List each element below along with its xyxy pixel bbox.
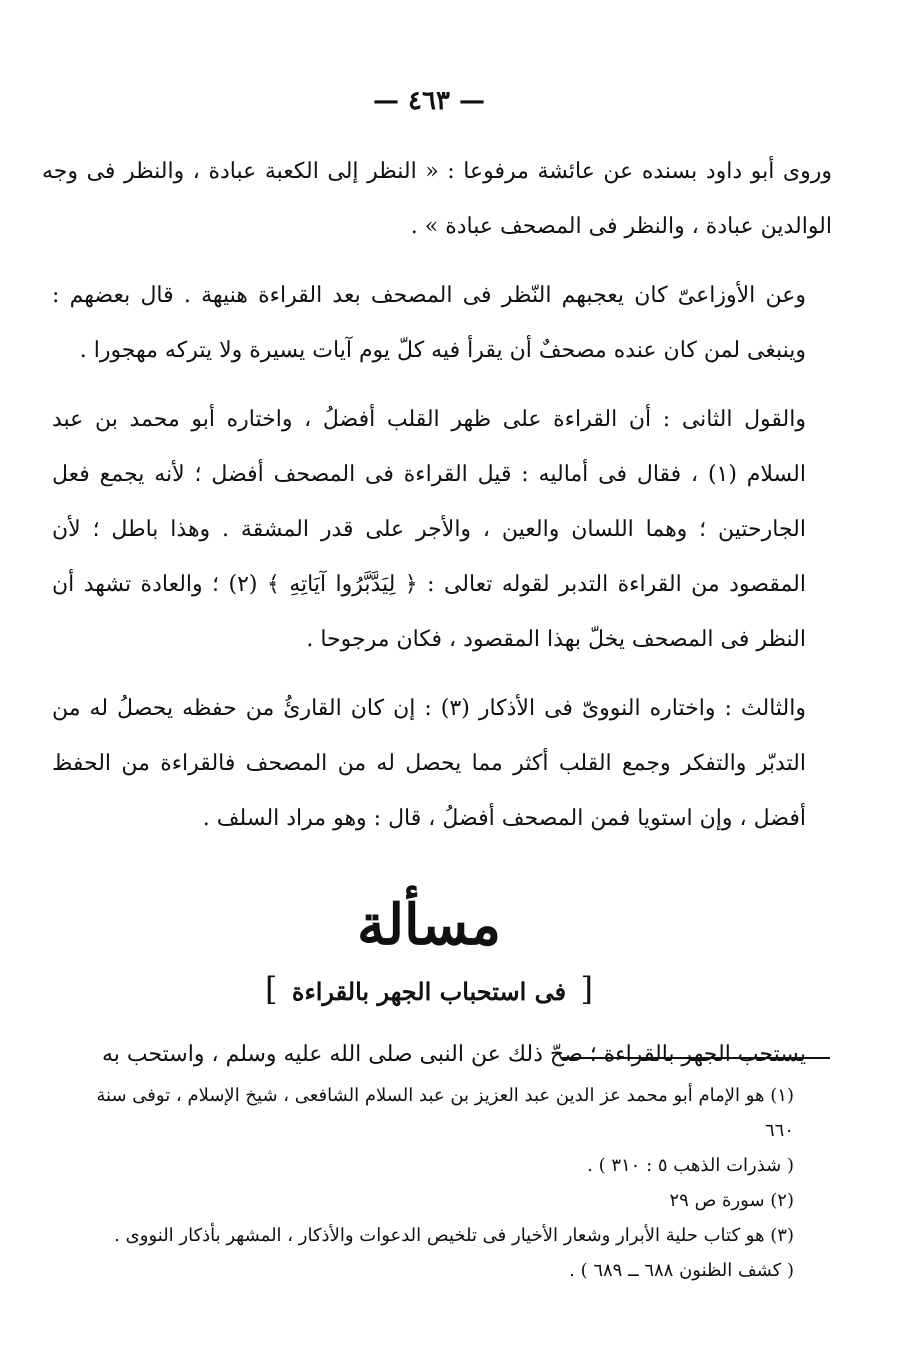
section-subtitle-wrapper (52, 970, 806, 1008)
footnote-3: (٣) هو كتاب حلية الأبرار وشعار الأخيار فى تلخيص الدعوات والأذكار ، المشهر بأذكار النووى . (114, 1225, 794, 1246)
footnotes (95, 1078, 794, 1288)
section-subtitle: فى استحباب الجهر بالقراءة (291, 977, 567, 1006)
paragraph-second-opinion: والقول الثانى : أن القراءة على ظهر القلب أفضلُ ، واختاره أبو محمد بن عبد السلام (١) ، فقال فى أماليه : قيل القراءة فى المصحف أفضل ؛ لأنه يجمع فعل الجارحتين ؛ وهما اللسان والعين ، والأجر على قدر المشقة . وهذا باطل ؛ لأن المقصود من القراءة التدبر لقوله تعالى : ﴿ لِيَدَّبَّرُوا آيَاتِهِ ﴾ (٢) ؛ والعادة تشهد أن النظر فى المصحف يخلّ بهذا المقصود ، فكان مرجوحا . (52, 407, 806, 652)
page-number: — ٤٦٣ — (372, 86, 486, 116)
paragraph-abu-dawud: وروى أبو داود بسنده عن عائشة مرفوعا : « النظر إلى الكعبة عبادة ، والنظر فى وجه الوالدين عبادة ، والنظر فى المصحف عبادة » . (42, 159, 832, 239)
paragraph-awzai: وعن الأوزاعىّ كان يعجبهم النّظر فى المصحف بعد القراءة هنيهة . قال بعضهم : وينبغى لمن كان عنده مصحفٌ أن يقرأ فيه كلّ يوم آيات يسيرة ولا يتركه مهجورا . (52, 283, 806, 363)
paragraph-jahr: يستحب الجهر بالقراءة ؛ صحّ ذلك عن النبى صلى الله عليه وسلم ، واستحب به (101, 1042, 806, 1067)
footnote-divider (562, 1057, 830, 1059)
footnote-1-source: ( شذرات الذهب ٥ : ٣١٠ ) . (587, 1155, 794, 1176)
bracket-close: ] (265, 970, 278, 1008)
footnote-1: (١) هو الإمام أبو محمد عز الدين عبد العزيز بن عبد السلام الشافعى ، شيخ الإسلام ، توفى سنة ٦٦٠ (96, 1085, 794, 1141)
footnote-3-source: ( كشف الظنون ٦٨٨ ــ ٦٨٩ ) . (569, 1260, 794, 1281)
paragraph-third-opinion: والثالث : واختاره النووىّ فى الأذكار (٣) : إن كان القارئُ من حفظه يحصلُ له من التدبّر والتفكر وجمع القلب أكثر مما يحصل له من المصحف فالقراءة من الحفظ أفضل ، وإن استويا فمن المصحف أفضلُ ، قال : وهو مراد السلف . (52, 696, 806, 831)
section-title: مسألة (356, 892, 502, 958)
footnote-2: (٢) سورة ص ٢٩ (669, 1190, 794, 1211)
bracket-open: [ (580, 970, 593, 1008)
